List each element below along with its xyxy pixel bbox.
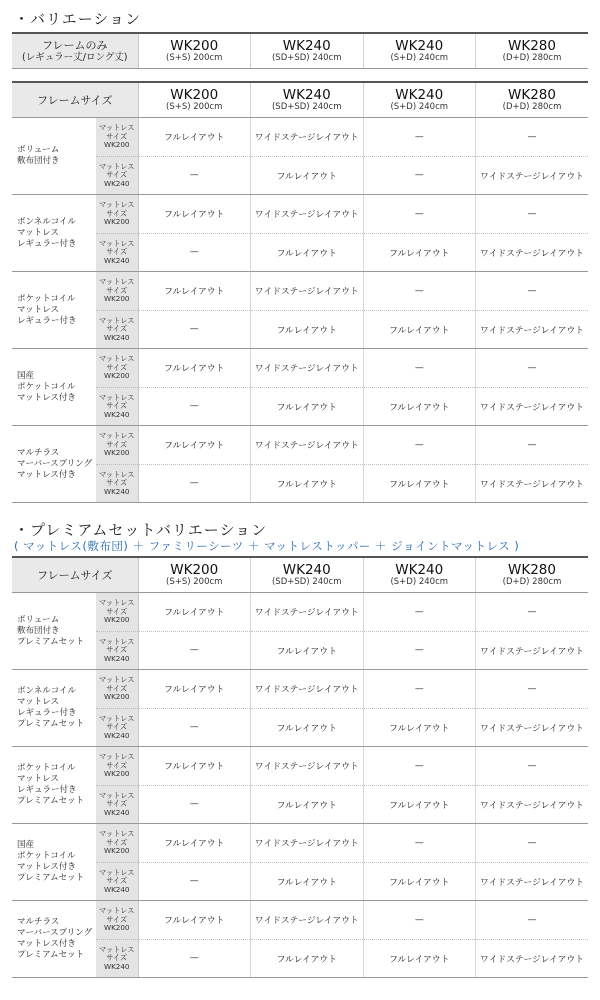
layout-cell: ワイドステージレイアウト (476, 310, 589, 349)
mattress-size-line: マットレス (99, 944, 135, 954)
mattress-size-line: サイズ (106, 760, 128, 770)
mattress-type-label (12, 593, 96, 670)
not-available-cell: — (476, 747, 589, 786)
mattress-size-line: サイズ (106, 362, 128, 372)
mattress-size-line: WK200 (103, 615, 130, 624)
size-header-4 (476, 33, 589, 69)
size-model: WK240 (282, 86, 331, 103)
not-available-cell: — (476, 118, 589, 157)
not-available-cell: — (363, 349, 476, 388)
mattress-size-label (96, 747, 138, 786)
table-row (12, 824, 588, 863)
mattress-size-line: WK200 (103, 769, 130, 778)
mattress-type-line: マットレス (17, 774, 59, 784)
not-available-cell: — (476, 670, 589, 709)
mattress-size-line: サイズ (106, 401, 128, 410)
premium-variation-table (12, 556, 588, 978)
table-row (12, 195, 588, 234)
size-dimensions: (D+D) 280cm (502, 576, 562, 587)
layout-cell: フルレイアウト (138, 593, 251, 632)
mattress-type-line: プレミアムセット (17, 636, 85, 647)
size-model: WK240 (395, 561, 444, 578)
mattress-type-label (12, 426, 96, 503)
not-available-cell: — (476, 824, 589, 863)
size-header-3 (363, 82, 476, 118)
mattress-type-label (12, 272, 96, 349)
mattress-size-line: マットレス (99, 906, 135, 915)
layout-cell: フルレイアウト (363, 233, 476, 272)
mattress-type-line: レギュラー付き (17, 315, 77, 326)
not-available-cell: — (138, 939, 251, 978)
layout-cell: フルレイアウト (251, 464, 364, 503)
mattress-type-line: マルチラス (17, 917, 60, 927)
layout-cell: ワイドステージレイアウト (476, 708, 589, 747)
size-model: WK280 (508, 561, 556, 578)
layout-cell: フルレイアウト (138, 426, 251, 465)
mattress-type-label (12, 747, 96, 824)
frame-only-label-line1: フレームのみ (41, 38, 108, 52)
layout-cell: フルレイアウト (138, 118, 251, 157)
layout-cell: フルレイアウト (363, 939, 476, 978)
size-model: WK240 (395, 37, 444, 54)
mattress-size-line: マットレス (99, 469, 135, 479)
mattress-type-line: レギュラー付き (17, 238, 77, 249)
table-row (12, 631, 588, 670)
not-available-cell: — (476, 195, 589, 234)
table-row (12, 310, 588, 349)
mattress-size-line: サイズ (106, 285, 128, 295)
size-header-4 (476, 557, 589, 593)
size-model: WK240 (282, 37, 331, 54)
layout-cell: ワイドステージレイアウト (476, 785, 589, 824)
mattress-size-line: マットレス (99, 277, 135, 286)
layout-cell: フルレイアウト (363, 862, 476, 901)
mattress-type-line: プレミアムセット (17, 796, 85, 806)
mattress-size-line: サイズ (106, 645, 128, 654)
mattress-size-line: サイズ (106, 953, 128, 962)
layout-cell: フルレイアウト (138, 272, 251, 311)
mattress-size-line: WK200 (103, 692, 130, 701)
layout-cell: ワイドステージレイアウト (251, 901, 364, 940)
layout-cell: フルレイアウト (363, 464, 476, 503)
mattress-size-line: WK240 (103, 409, 130, 419)
layout-cell: フルレイアウト (138, 747, 251, 786)
size-header-1 (138, 82, 251, 118)
mattress-size-line: サイズ (106, 722, 128, 731)
table-row (12, 118, 588, 157)
table-row (12, 708, 588, 747)
mattress-size-label (96, 464, 138, 503)
mattress-size-label (96, 939, 138, 978)
mattress-size-line: WK240 (103, 332, 130, 342)
mattress-size-line: WK240 (103, 961, 130, 971)
size-dimensions: (D+D) 280cm (502, 101, 562, 112)
not-available-cell: — (363, 593, 476, 632)
mattress-size-label (96, 631, 138, 670)
mattress-size-line: マットレス (99, 238, 135, 248)
table-row (12, 862, 588, 901)
mattress-size-label (96, 349, 138, 388)
size-model: WK200 (170, 86, 219, 103)
mattress-type-line: ボンネルコイル (17, 216, 76, 227)
layout-cell: ワイドステージレイアウト (476, 631, 589, 670)
mattress-size-label (96, 233, 138, 272)
not-available-cell: — (476, 349, 589, 388)
layout-cell: フルレイアウト (251, 939, 364, 978)
mattress-size-line: サイズ (106, 606, 128, 616)
frame-size-label: フレームサイズ (12, 557, 138, 593)
mattress-type-line: プレミアムセット (17, 950, 85, 960)
mattress-size-label (96, 670, 138, 709)
mattress-size-line: マットレス (99, 431, 135, 440)
mattress-size-line: マットレス (99, 636, 135, 646)
size-dimensions: (S+S) 200cm (166, 576, 223, 587)
layout-cell: ワイドステージレイアウト (251, 349, 364, 388)
mattress-size-line: WK240 (103, 807, 130, 817)
layout-cell: フルレイアウト (251, 233, 364, 272)
mattress-size-line: サイズ (106, 247, 128, 256)
table-row (12, 349, 588, 388)
mattress-size-line: マットレス (99, 315, 135, 325)
variation-table (12, 81, 588, 503)
mattress-size-line: サイズ (106, 170, 128, 179)
layout-cell: フルレイアウト (363, 387, 476, 426)
mattress-type-label (12, 670, 96, 747)
table-row (12, 464, 588, 503)
not-available-cell: — (476, 593, 589, 632)
mattress-type-line: ポケットコイル (17, 381, 76, 392)
frame-size-header-row (12, 557, 588, 593)
mattress-size-line: サイズ (106, 208, 128, 218)
mattress-size-line: マットレス (99, 790, 135, 800)
mattress-type-line: ポケットコイル (17, 851, 76, 861)
mattress-type-line: ボンネルコイル (17, 686, 76, 696)
mattress-type-line: ボリューム (17, 145, 60, 155)
size-dimensions: (S+D) 240cm (390, 52, 449, 63)
mattress-type-label (12, 118, 96, 195)
frame-size-header-row (12, 82, 588, 118)
layout-cell: フルレイアウト (251, 631, 364, 670)
mattress-size-line: WK240 (103, 730, 130, 740)
layout-cell: ワイドステージレイアウト (476, 862, 589, 901)
not-available-cell: — (138, 862, 251, 901)
layout-cell: ワイドステージレイアウト (251, 593, 364, 632)
mattress-size-line: サイズ (106, 799, 128, 808)
layout-cell: フルレイアウト (251, 785, 364, 824)
mattress-size-line: マットレス (99, 200, 135, 209)
size-dimensions: (D+D) 280cm (502, 52, 562, 63)
table-row (12, 747, 588, 786)
layout-cell: フルレイアウト (363, 310, 476, 349)
mattress-size-line: マットレス (99, 354, 135, 363)
table-row (12, 233, 588, 272)
size-dimensions: (SD+SD) 240cm (271, 101, 342, 112)
section-subtitle-premium: ( マットレス(敷布団) ＋ ファミリーシーツ ＋ マットレストッパー ＋ ジョイントマットレス ) (14, 539, 520, 553)
mattress-type-line: マーバースプリング (17, 928, 93, 938)
mattress-size-line: マットレス (99, 752, 135, 761)
mattress-size-line: マットレス (99, 829, 135, 838)
not-available-cell: — (363, 195, 476, 234)
not-available-cell: — (138, 708, 251, 747)
mattress-size-line: サイズ (106, 131, 128, 141)
mattress-size-line: マットレス (99, 161, 135, 171)
table-row (12, 387, 588, 426)
layout-cell: ワイドステージレイアウト (251, 118, 364, 157)
not-available-cell: — (363, 631, 476, 670)
not-available-cell: — (476, 901, 589, 940)
mattress-type-line: マットレス (17, 227, 59, 238)
not-available-cell: — (138, 387, 251, 426)
size-header-3 (363, 33, 476, 69)
mattress-size-line: マットレス (99, 123, 135, 132)
layout-cell: フルレイアウト (138, 824, 251, 863)
table-row (12, 272, 588, 311)
size-model: WK200 (170, 37, 219, 54)
layout-cell: フルレイアウト (251, 156, 364, 195)
mattress-type-line: プレミアムセット (17, 719, 85, 729)
layout-cell: ワイドステージレイアウト (251, 824, 364, 863)
mattress-size-line: マットレス (99, 675, 135, 684)
size-model: WK280 (508, 37, 556, 54)
mattress-size-label (96, 901, 138, 940)
mattress-size-label (96, 426, 138, 465)
not-available-cell: — (138, 310, 251, 349)
table-row (12, 785, 588, 824)
mattress-size-line: サイズ (106, 914, 128, 924)
mattress-size-line: マットレス (99, 392, 135, 402)
mattress-size-line: WK200 (103, 923, 130, 932)
mattress-type-line: 国産 (17, 370, 35, 381)
mattress-size-label (96, 824, 138, 863)
not-available-cell: — (363, 747, 476, 786)
size-dimensions: (S+S) 200cm (166, 101, 223, 112)
table-row (12, 901, 588, 940)
mattress-size-line: WK240 (103, 486, 130, 496)
not-available-cell: — (363, 426, 476, 465)
size-dimensions: (SD+SD) 240cm (271, 576, 342, 587)
mattress-size-line: WK200 (103, 217, 130, 226)
size-header-3 (363, 557, 476, 593)
size-header-2 (251, 557, 364, 593)
mattress-type-line: マルチラス (17, 447, 60, 458)
layout-cell: フルレイアウト (251, 708, 364, 747)
mattress-type-line: プレミアムセット (17, 873, 85, 883)
size-dimensions: (S+S) 200cm (166, 52, 223, 63)
size-header-4 (476, 82, 589, 118)
not-available-cell: — (138, 233, 251, 272)
mattress-size-label (96, 785, 138, 824)
layout-cell: ワイドステージレイアウト (476, 464, 589, 503)
mattress-size-line: サイズ (106, 439, 128, 449)
layout-cell: ワイドステージレイアウト (476, 939, 589, 978)
mattress-size-line: WK240 (103, 884, 130, 894)
mattress-type-line: レギュラー付き (17, 785, 77, 795)
table-row (12, 670, 588, 709)
mattress-size-line: サイズ (106, 324, 128, 333)
mattress-type-line: 敷布団付き (17, 625, 60, 636)
layout-cell: ワイドステージレイアウト (476, 233, 589, 272)
mattress-type-line: ポケットコイル (17, 763, 76, 773)
mattress-type-line: レギュラー付き (17, 708, 77, 718)
not-available-cell: — (363, 156, 476, 195)
mattress-size-line: WK240 (103, 255, 130, 265)
mattress-size-label (96, 387, 138, 426)
mattress-type-line: ボリューム (17, 614, 60, 625)
size-model: WK200 (170, 561, 219, 578)
layout-cell: ワイドステージレイアウト (251, 272, 364, 311)
size-model: WK240 (395, 86, 444, 103)
layout-cell: フルレイアウト (138, 349, 251, 388)
layout-cell: ワイドステージレイアウト (251, 670, 364, 709)
mattress-size-label (96, 310, 138, 349)
mattress-type-label (12, 824, 96, 901)
size-model: WK280 (508, 86, 556, 103)
mattress-size-label (96, 862, 138, 901)
layout-cell: フルレイアウト (363, 785, 476, 824)
mattress-type-label (12, 349, 96, 426)
not-available-cell: — (476, 272, 589, 311)
table-row (12, 426, 588, 465)
layout-cell: ワイドステージレイアウト (251, 195, 364, 234)
mattress-size-label (96, 593, 138, 632)
mattress-size-line: サイズ (106, 478, 128, 487)
mattress-size-label (96, 195, 138, 234)
mattress-size-line: サイズ (106, 837, 128, 847)
table-row (12, 593, 588, 632)
mattress-size-line: サイズ (106, 876, 128, 885)
size-dimensions: (S+D) 240cm (390, 576, 449, 587)
mattress-type-line: マットレス付き (17, 862, 76, 872)
not-available-cell: — (363, 272, 476, 311)
layout-cell: フルレイアウト (138, 195, 251, 234)
mattress-size-line: マットレス (99, 598, 135, 607)
mattress-size-line: WK240 (103, 653, 130, 663)
not-available-cell: — (138, 631, 251, 670)
mattress-size-line: WK240 (103, 178, 130, 188)
layout-cell: フルレイアウト (251, 387, 364, 426)
mattress-type-line: マットレス付き (17, 469, 76, 480)
size-header-1 (138, 557, 251, 593)
layout-cell: ワイドステージレイアウト (251, 747, 364, 786)
table-row (12, 156, 588, 195)
mattress-size-line: WK200 (103, 294, 130, 303)
mattress-size-line: WK200 (103, 371, 130, 380)
frame-only-table (12, 32, 588, 69)
not-available-cell: — (363, 670, 476, 709)
size-dimensions: (S+D) 240cm (390, 101, 449, 112)
section-title-premium: ・プレミアムセットバリエーション (14, 521, 268, 539)
mattress-type-line: ポケットコイル (17, 293, 76, 304)
mattress-size-line: マットレス (99, 713, 135, 723)
mattress-size-label (96, 708, 138, 747)
not-available-cell: — (363, 118, 476, 157)
mattress-size-line: WK200 (103, 140, 130, 149)
not-available-cell: — (363, 901, 476, 940)
layout-cell: フルレイアウト (251, 862, 364, 901)
mattress-type-line: マットレス (17, 697, 59, 707)
not-available-cell: — (138, 464, 251, 503)
mattress-type-line: マーバースプリング (17, 458, 93, 469)
layout-cell: ワイドステージレイアウト (476, 156, 589, 195)
mattress-size-label (96, 156, 138, 195)
mattress-size-line: マットレス (99, 867, 135, 877)
frame-size-label: フレームサイズ (12, 82, 138, 118)
table-row (12, 939, 588, 978)
layout-cell: フルレイアウト (138, 670, 251, 709)
layout-cell: ワイドステージレイアウト (251, 426, 364, 465)
size-header-2 (251, 33, 364, 69)
mattress-type-label (12, 195, 96, 272)
not-available-cell: — (363, 824, 476, 863)
mattress-type-line: マットレス付き (17, 392, 76, 403)
layout-cell: フルレイアウト (251, 310, 364, 349)
frame-only-label-line2: (レギュラー丈/ロング丈) (22, 51, 128, 63)
not-available-cell: — (138, 785, 251, 824)
mattress-size-line: WK200 (103, 448, 130, 457)
mattress-type-line: マットレス付き (17, 939, 76, 949)
frame-only-header-row (12, 33, 588, 69)
mattress-size-label (96, 272, 138, 311)
size-model: WK240 (282, 561, 331, 578)
section-title-variation: ・バリエーション (14, 10, 142, 28)
layout-cell: フルレイアウト (138, 901, 251, 940)
mattress-size-line: サイズ (106, 683, 128, 693)
layout-cell: フルレイアウト (363, 708, 476, 747)
mattress-type-label (12, 901, 96, 978)
mattress-size-line: WK200 (103, 846, 130, 855)
mattress-type-line: マットレス (17, 304, 59, 315)
frame-only-label (12, 33, 138, 69)
size-header-2 (251, 82, 364, 118)
size-dimensions: (SD+SD) 240cm (271, 52, 342, 63)
mattress-size-label (96, 118, 138, 157)
not-available-cell: — (138, 156, 251, 195)
size-header-1 (138, 33, 251, 69)
mattress-type-line: 敷布団付き (17, 156, 60, 166)
not-available-cell: — (476, 426, 589, 465)
layout-cell: ワイドステージレイアウト (476, 387, 589, 426)
mattress-type-line: 国産 (17, 840, 35, 850)
